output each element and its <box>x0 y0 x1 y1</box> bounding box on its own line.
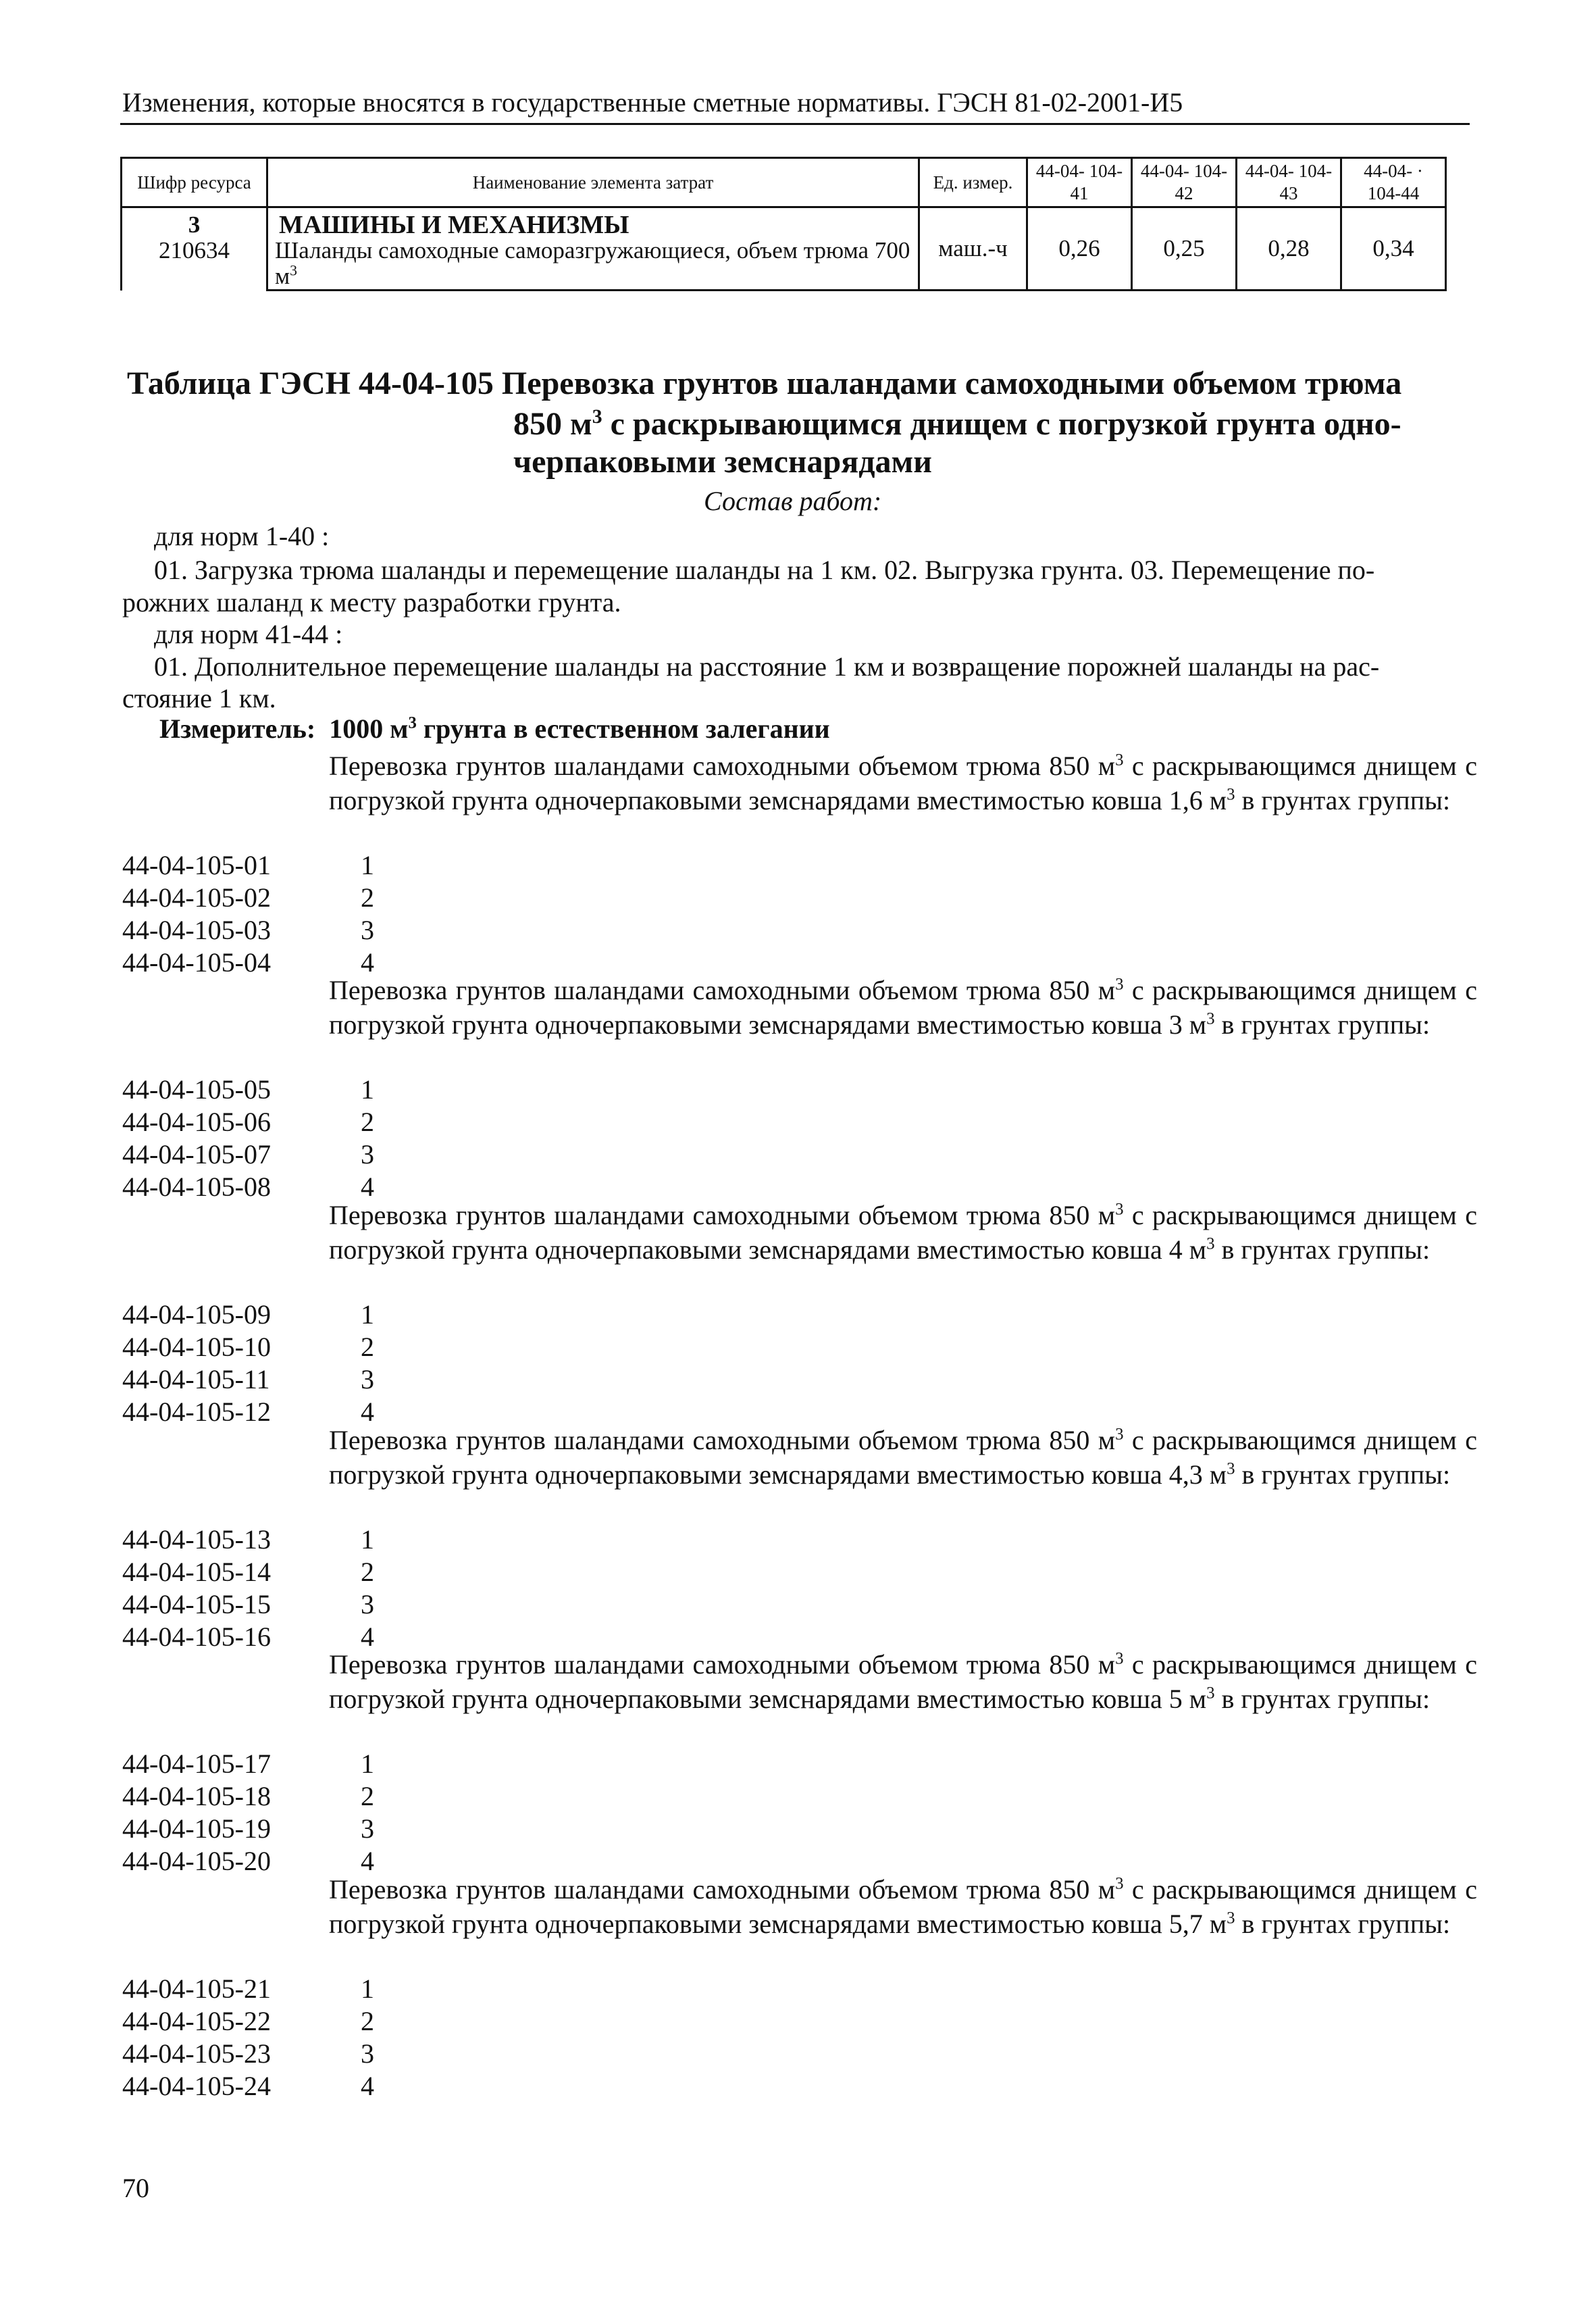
soil-group: 2 <box>361 1107 374 1137</box>
soil-group: 4 <box>361 1397 374 1427</box>
desc-text: Перевозка грунтов шаландами самоходными объемом трюма 850 м <box>329 1200 1116 1230</box>
norm-code: 44-04-105-08 <box>122 1172 271 1202</box>
norm-code: 44-04-105-19 <box>122 1813 271 1844</box>
table-title-line-1: Таблица ГЭСН 44-04-105 Перевозка грунтов шаландами самоходными объемом трюма <box>127 366 1402 401</box>
norm-code: 44-04-105-01 <box>122 850 271 880</box>
desc-sup: 3 <box>1115 975 1124 994</box>
soil-group: 1 <box>361 1299 374 1330</box>
desc-sup: 3 <box>1206 1009 1215 1028</box>
section-description <box>329 1872 1477 1941</box>
desc-text: с раскрывающимся днищем с погрузкой грунта одночерпаковыми земснарядами вместимостью ковша 5 м <box>329 1649 1477 1714</box>
desc-sup: 3 <box>1227 1909 1235 1928</box>
soil-group: 1 <box>361 1973 374 2004</box>
desc-text: Перевозка грунтов шаландами самоходными объемом трюма 850 м <box>329 1649 1116 1680</box>
running-header: Изменения, которые вносятся в государственные сметные нормативы. ГЭСН 81-02-2001-И5 <box>122 87 1183 118</box>
soil-group: 2 <box>361 1781 374 1811</box>
soil-group: 3 <box>361 2038 374 2069</box>
section-description <box>329 749 1477 818</box>
header-norm-41: 44-04- 104-41 <box>1027 158 1132 207</box>
title-volume-sup: 3 <box>592 405 602 428</box>
desc-text: с раскрывающимся днищем с погрузкой грунта одночерпаковыми земснарядами вместимостью ковша 4 м <box>329 1200 1477 1265</box>
soil-group: 4 <box>361 2071 374 2101</box>
soil-group: 3 <box>361 1139 374 1169</box>
measurer <box>159 713 830 745</box>
norm-code: 44-04-105-05 <box>122 1074 271 1105</box>
norm-code: 44-04-105-02 <box>122 882 271 913</box>
measurer-label: Измеритель: <box>159 713 316 744</box>
norm-code: 44-04-105-18 <box>122 1781 271 1811</box>
value-41: 0,26 <box>1027 207 1132 291</box>
desc-sup: 3 <box>1206 1234 1215 1253</box>
desc-sup: 3 <box>1115 1649 1124 1668</box>
norm-code: 44-04-105-12 <box>122 1397 271 1427</box>
desc-sup: 3 <box>1115 1200 1124 1219</box>
soil-group: 4 <box>361 1172 374 1202</box>
section-description <box>329 973 1477 1042</box>
soil-group: 2 <box>361 1332 374 1362</box>
section-description <box>329 1647 1477 1716</box>
for-norms-41-44: для норм 41-44 : <box>154 619 343 649</box>
header-norm-44: 44-04- · 104-44 <box>1341 158 1446 207</box>
resource-name-sup: 3 <box>290 262 297 279</box>
header-code: Шифр ресурса <box>122 158 267 207</box>
works-para-1-line-2: рожних шаланд к месту разработки грунта. <box>122 587 621 618</box>
norm-code: 44-04-105-22 <box>122 2006 271 2036</box>
desc-text: с раскрывающимся днищем с погрузкой грунта одночерпаковыми земснарядами вместимостью ковша 1,6 м <box>329 751 1477 815</box>
desc-text: Перевозка грунтов шаландами самоходными объемом трюма 850 м <box>329 751 1116 781</box>
soil-group: 4 <box>361 1621 374 1652</box>
table-title-line-2 <box>513 405 1401 443</box>
norm-code: 44-04-105-09 <box>122 1299 271 1330</box>
resource-name-text: Шаланды самоходные саморазгружающиеся, объем трюма 700 м <box>275 237 910 289</box>
norm-code: 44-04-105-14 <box>122 1557 271 1587</box>
desc-text: Перевозка грунтов шаландами самоходными объемом трюма 850 м <box>329 975 1116 1005</box>
norm-code: 44-04-105-23 <box>122 2038 271 2069</box>
resource-table <box>120 157 1447 291</box>
norm-code: 44-04-105-21 <box>122 1973 271 2004</box>
works-para-2-line-2: стояние 1 км. <box>122 683 276 713</box>
works-para-2-line-1: 01. Дополнительное перемещение шаланды на расстояние 1 км и возвращение порожней шаланды на рас- <box>154 651 1380 682</box>
group-name: МАШИНЫ И МЕХАНИЗМЫ <box>279 211 629 239</box>
norm-code: 44-04-105-11 <box>122 1364 270 1394</box>
works-caption: Состав работ: <box>704 486 882 516</box>
desc-text: в грунтах группы: <box>1235 1909 1451 1939</box>
desc-text: в грунтах группы: <box>1235 1459 1451 1490</box>
desc-sup: 3 <box>1227 1459 1235 1478</box>
norm-code: 44-04-105-24 <box>122 2071 271 2101</box>
soil-group: 2 <box>361 2006 374 2036</box>
soil-group: 3 <box>361 1364 374 1394</box>
norm-code: 44-04-105-20 <box>122 1846 271 1876</box>
soil-group: 1 <box>361 1074 374 1105</box>
value-44: 0,34 <box>1341 207 1446 291</box>
desc-sup: 3 <box>1115 751 1124 770</box>
soil-group: 3 <box>361 1589 374 1619</box>
soil-group: 1 <box>361 1524 374 1555</box>
table-title-line-3: черпаковыми земснарядами <box>513 444 932 480</box>
desc-text: Перевозка грунтов шаландами самоходными объемом трюма 850 м <box>329 1874 1116 1905</box>
desc-sup: 3 <box>1227 785 1235 804</box>
page-number: 70 <box>122 2173 149 2203</box>
soil-group: 1 <box>361 1749 374 1779</box>
desc-text: в грунтах группы: <box>1214 1009 1431 1040</box>
soil-group: 4 <box>361 1846 374 1876</box>
norm-code: 44-04-105-16 <box>122 1621 271 1652</box>
norm-code: 44-04-105-04 <box>122 947 271 978</box>
section-description <box>329 1423 1477 1492</box>
measurer-value-rest: грунта в естественном залегании <box>416 713 830 744</box>
resource-name <box>275 238 911 289</box>
desc-sup: 3 <box>1115 1874 1124 1893</box>
header-rule <box>120 123 1470 125</box>
desc-text: с раскрывающимся днищем с погрузкой грунта одночерпаковыми земснарядами вместимостью ковша 5,7 м <box>329 1874 1477 1939</box>
desc-sup: 3 <box>1115 1425 1124 1444</box>
works-para-1-line-1: 01. Загрузка трюма шаланды и перемещение шаланды на 1 км. 02. Выгрузка грунта. 03. Перемещение по- <box>154 555 1375 585</box>
header-norm-43: 44-04- 104-43 <box>1237 158 1341 207</box>
norm-code: 44-04-105-03 <box>122 915 271 945</box>
soil-group: 3 <box>361 1813 374 1844</box>
desc-text: в грунтах группы: <box>1214 1234 1431 1265</box>
soil-group: 2 <box>361 882 374 913</box>
desc-text: Перевозка грунтов шаландами самоходными объемом трюма 850 м <box>329 1425 1116 1455</box>
header-name: Наименование элемента затрат <box>267 158 919 207</box>
resource-table-header-row <box>122 158 1446 207</box>
norm-code: 44-04-105-13 <box>122 1524 271 1555</box>
soil-group: 2 <box>361 1557 374 1587</box>
value-43: 0,28 <box>1237 207 1341 291</box>
title-volume: 850 м <box>513 406 592 442</box>
soil-group: 1 <box>361 850 374 880</box>
norm-code: 44-04-105-15 <box>122 1589 271 1619</box>
title-line-2-rest: с раскрывающимся днищем с погрузкой грунта одно- <box>602 406 1401 442</box>
for-norms-1-40: для норм 1-40 : <box>154 521 330 551</box>
measurer-value: 1000 м <box>329 713 409 744</box>
group-code: 3 <box>188 211 201 238</box>
norm-code: 44-04-105-17 <box>122 1749 271 1779</box>
value-42: 0,25 <box>1132 207 1237 291</box>
desc-text: с раскрывающимся днищем с погрузкой грунта одночерпаковыми земснарядами вместимостью ковша 4,3 м <box>329 1425 1477 1490</box>
norm-code: 44-04-105-07 <box>122 1139 271 1169</box>
desc-text: с раскрывающимся днищем с погрузкой грунта одночерпаковыми земснарядами вместимостью ковша 3 м <box>329 975 1477 1040</box>
desc-text: в грунтах группы: <box>1214 1684 1431 1714</box>
soil-group: 4 <box>361 947 374 978</box>
table-row <box>122 207 1446 291</box>
section-description <box>329 1198 1477 1267</box>
norm-code: 44-04-105-10 <box>122 1332 271 1362</box>
resource-unit: маш.-ч <box>919 207 1027 291</box>
header-unit: Ед. измер. <box>919 158 1027 207</box>
desc-sup: 3 <box>1206 1684 1215 1703</box>
resource-code: 210634 <box>159 237 230 263</box>
measurer-sup: 3 <box>408 713 417 732</box>
header-norm-42: 44-04- 104-42 <box>1132 158 1237 207</box>
soil-group: 3 <box>361 915 374 945</box>
desc-text: в грунтах группы: <box>1235 785 1451 815</box>
norm-code: 44-04-105-06 <box>122 1107 271 1137</box>
